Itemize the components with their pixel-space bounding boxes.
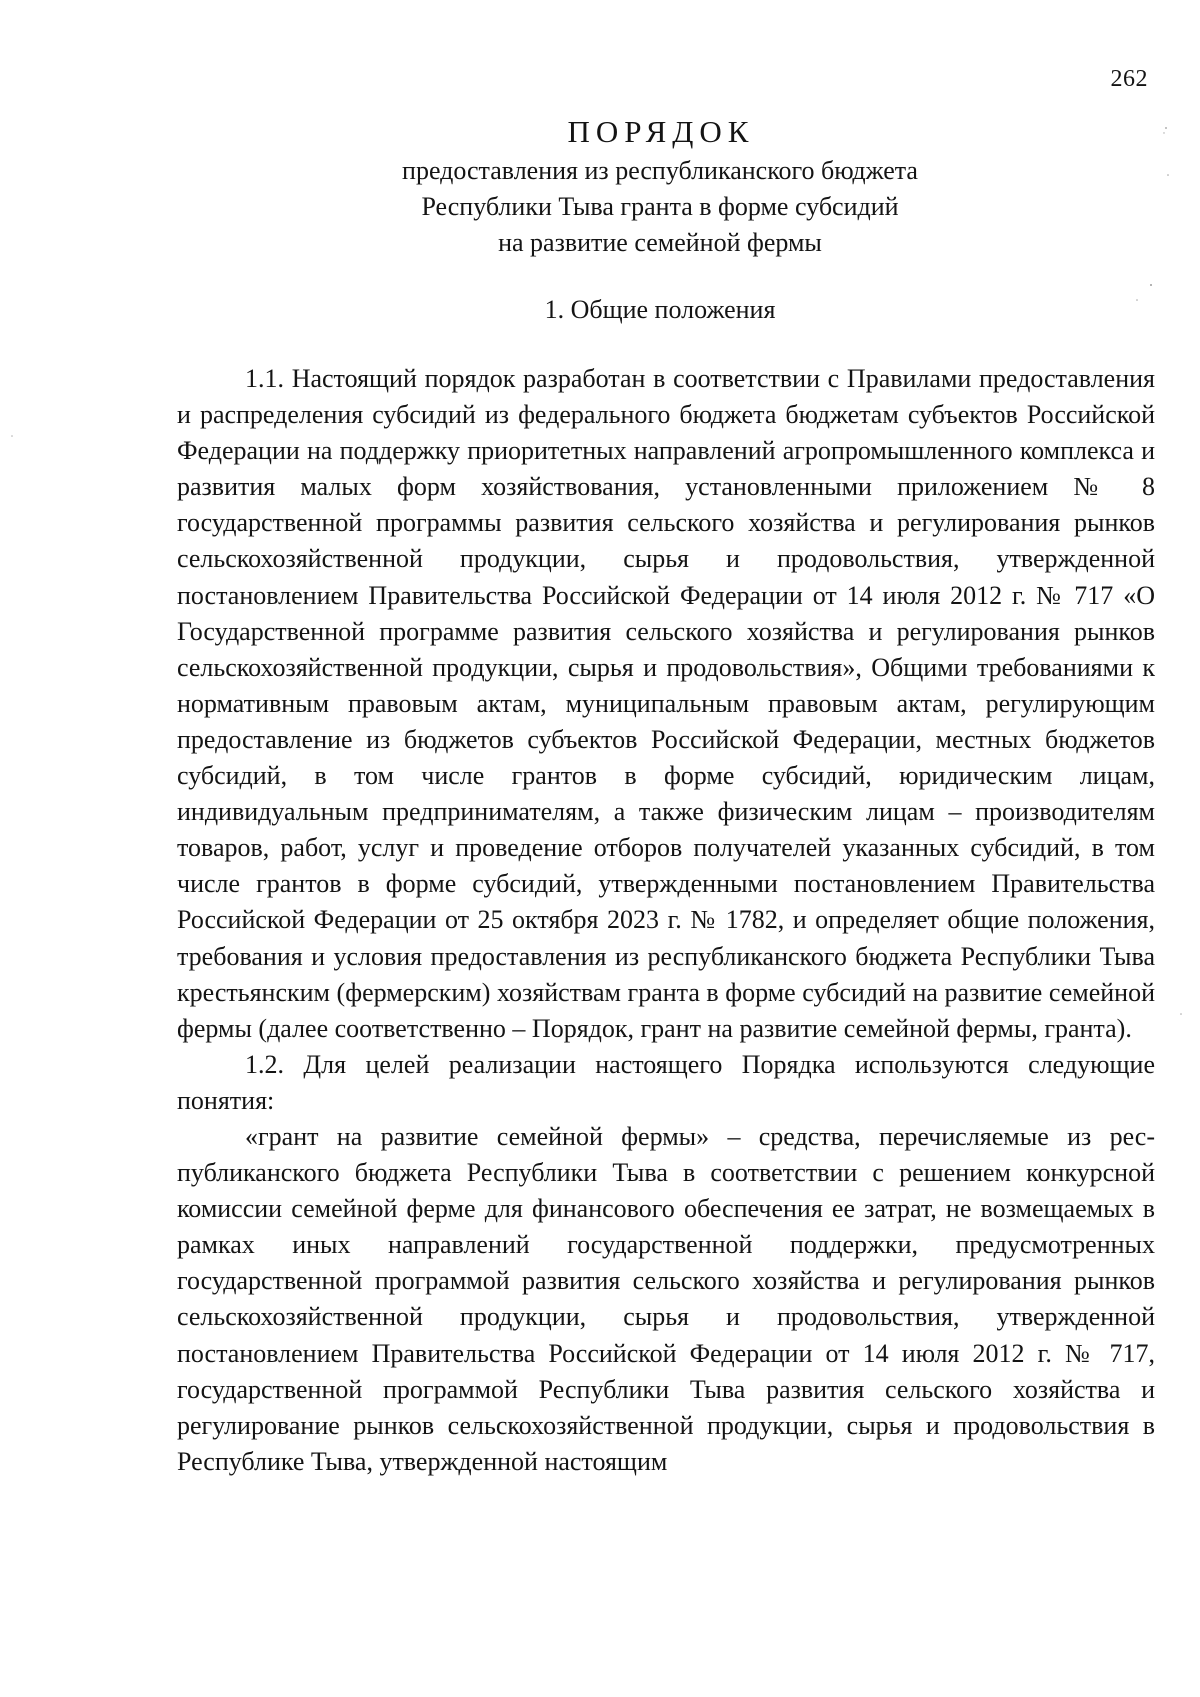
document-subtitle-line-3: на развитие семейной фермы [498,228,822,257]
paragraph-definition-grant: «грант на развитие семейной фермы» – средства, перечисляемые из республиканского бюджета Республики Тыва в соответствии с решением конкурсной комиссии семейной ферме для финансового обеспечения ее затрат, не возмещаемых в рамках иных направлений государственной поддержки, предусмотренных государственной программой развития сельского хозяйства и регулирования рынков сельскохозяйственной продукции, сырья и продовольствия, утвержденной постановлением Правительства Российской Федерации от 14 июля 2012 г. № 717, государственной программой Республики Тыва развития сельского хозяйства и регулирование рынков сельскохозяйственной продукции, сырья и продовольствия в Республике Тыва, утвержденной настоящим [177,1121,1155,1476]
document-subtitle-line-1: предоставления из республиканского бюджета [402,156,918,185]
document-title: ПОРЯДОК [567,114,755,149]
document-body [177,361,1155,1480]
document-subtitle-line-2: Республики Тыва гранта в форме субсидий [421,192,899,221]
paragraph-1-1: 1.1. Настоящий порядок разработан в соответствии с Правилами предоставления и распределения субсидий из федерального бюджета бюджетам субъектов Российской Федерации на поддержку приоритетных направлений агропромышленного комплекса и развития малых форм хозяйствования, установленными приложением № 8 государственной программы развития сельского хозяйства и регулирования рынков сельскохозяйственной продукции, сырья и продовольствия, утвержденной постановлением Правительства Российской Федерации от 14 июля 2012 г. № 717 «О Государственной программе развития сельского хозяйства и регулирования рынков сельскохозяйственной продукции, сырья и продовольствия», Общими требованиями к нормативным правовым актам, муниципальным правовым актам, регулирующим предоставление из бюджетов субъектов Российской Федерации, местных бюджетов субсидий, в том числе грантов в форме субсидий, юридическим лицам, индивидуальным предпринимателям, а также физическим лицам – производителям товаров, работ, услуг и проведение отборов получателей указанных субсидий, в том числе грантов в форме субсидий, утвержденными постановлением Правительства Российской Федерации от 25 октября 2023 г. № 1782, и определяет общие положения, требования и условия предоставления из республиканского бюджета Республики Тыва крестьянским (фермерским) хозяйствам гранта в форме субсидий на развитие семейной фермы (далее соответственно – Порядок, грант на развитие семейной фермы, гранта). [177,364,1155,1043]
document-header [160,112,1160,328]
page-number: 262 [1110,66,1148,92]
paragraph-1-2: 1.2. Для целей реализации настоящего Порядка используются следующие понятия: [177,1049,1155,1115]
section-heading: 1. Общие положения [544,295,776,324]
